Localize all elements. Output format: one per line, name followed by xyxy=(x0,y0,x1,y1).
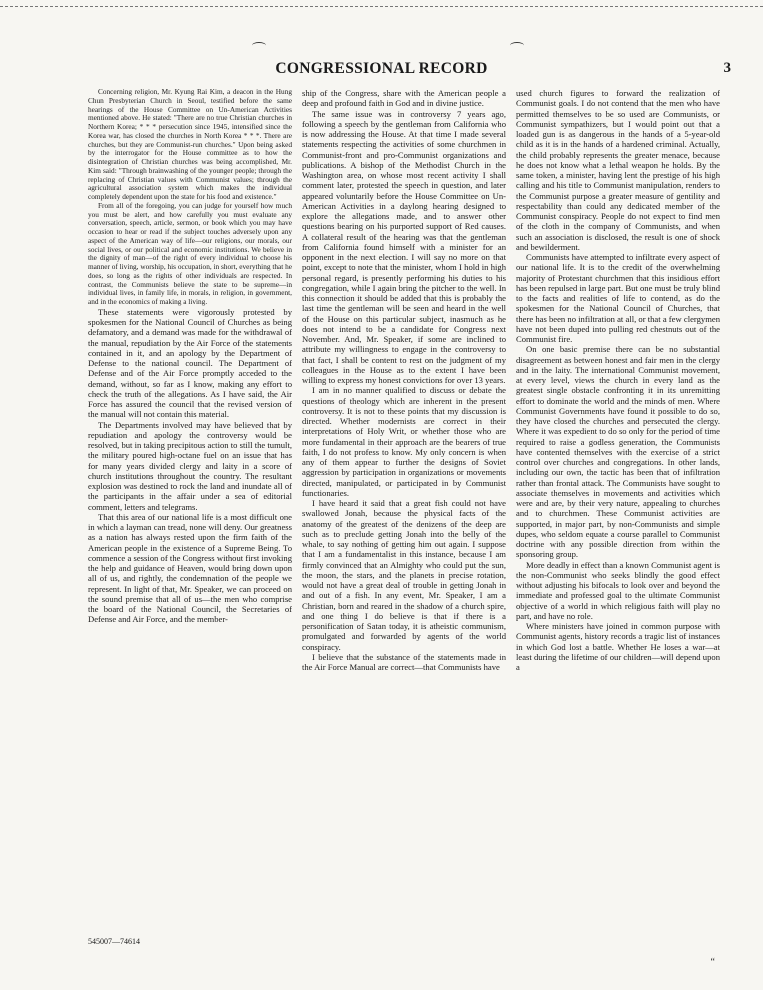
body-paragraph: Where ministers have joined in common purpose with Communist agents, history records a tragic list of instances in which God lost a battle. Whether He loses a war—at least during the lifetime of our children—will depend upon a xyxy=(516,621,720,672)
quoted-paragraph: From all of the foregoing, you can judge for yourself how much you must be alert, and how carefully you must evaluate any conversation, speech, article, sermon, or book which you may have occasion to hear or read if the subject touches adversely upon any aspect of the American way of life—our religions, our morals, our social lives, or our political and economic institutions. We believe in the dignity of man—of the right of every individual to choose his manner of living, worship, his occupation, in short, everything that he does, so long as the rights of other individuals are respected. In contrast, the Communists believe the state to be supreme—in individual lives, in family life, in morals, in religion, in government, and in the economics of making a living. xyxy=(88,200,292,306)
print-code: 545007—74614 xyxy=(88,937,140,946)
page-number: 3 xyxy=(723,60,731,76)
quoted-paragraph: Concerning religion, Mr. Kyung Rai Kim, a deacon in the Hung Chun Presbyterian Church in Seoul, testified before the same hearings of the House Committee on Un-American Activities mentioned above. He stated: "There are no true Christian churches in Northern Korea; * * * persecution since 1945, intensified since the Korea war, has closed the churches in North Korea * * *. There are churches, but they are Communist-run churches." Upon being asked by the interrogator for the House committee as to how the disintegration of Christian churches was being accomplished, Mr. Kim said: "Through brainwashing of the younger people; through the replacing of Christian values with Communist values; through the agricultural association system which makes the individual completely dependent upon the state for his food and existence." xyxy=(88,88,292,201)
body-paragraph: The same issue was in controversy 7 years ago, following a speech by the gentleman from California who is now addressing the House. At that time I made several statements respecting the activities of some churchmen in Communist-front and pro-Communist organizations and publications. A bishop of the Methodist Church in the Washington area, on whose most recent activity I shall comment later, protested the speech in question, and later appeared voluntarily before the House Committee on Un-American Activities in a daylong hearing designed to explore the allegations made, and to answer other questions bearing on his purported support of Red causes. A collateral result of the hearing was that the gentleman from California found himself with a minister for an opponent in the next election. I will say no more on that point, except to note that the minister, whom I hold in high personal regard, is presently performing his duties to his congregation, while I again bring the pitcher to the well. In this connection it should be added that this is probably the last time the gentleman will be seen and heard in the well of the House on this particular subject, inasmuch as he does not intend to be a candidate for Congress next November. And, Mr. Speaker, if some are inclined to attribute my willingness to engage in the controversy to that fact, I shall be content to rest on the judgment of my colleagues in the House as to the extent I have been willing to express my honest convictions for over 13 years. xyxy=(302,108,506,385)
binding-mark-left xyxy=(252,42,266,49)
page-title: CONGRESSIONAL RECORD xyxy=(275,60,488,77)
body-paragraph: I have heard it said that a great fish could not have swallowed Jonah, because the physical facts of the anatomy of the greatest of the denizens of the deep are such as to preclude getting Jonah into the belly of the whale, to say nothing of getting him out again. I suppose that I am a fundamentalist in this instance, because I am firmly convinced that an Almighty who could put the sun, the moon, the stars, and the planets in precise rotation, would not have a great deal of trouble in getting Jonah in and out of a fish. In any event, Mr. Speaker, I am a Christian, born and reared in the shadow of a church spire, and one thing I do believe is that if there is a personification of Satan today, it is atheistic communism, promulgated and forwarded by agents of the world conspiracy. xyxy=(302,498,506,652)
body-paragraph: ship of the Congress, share with the American people a deep and profound faith in God and in divine justice. xyxy=(302,88,506,109)
body-paragraph: Communists have attempted to infiltrate every aspect of our national life. It is to the credit of the overwhelming majority of Protestant churchmen that this insidious effort has been repulsed in large part. But one must be truly blind to the facts and realities of life to contend, as do the spokesmen for the National Council of Churches, that there has been no infiltration at all, or that a few clergymen have not been duped into pulling red chestnuts out of the Communist fire. xyxy=(516,252,720,344)
text-column-1 xyxy=(88,88,292,960)
page-top-border xyxy=(0,6,763,7)
text-column-2 xyxy=(302,88,506,960)
body-paragraph: On one basic premise there can be no substantial disagreement as between honest and fair men in the clergy and in the laity. The international Communist movement, at every level, views the church in every land as the greatest single obstacle confronting it in its unremitting effort to dominate the world and the minds of men. Where Communist Governments have found it possible to do so, they have closed the churches and persecuted the clergy. Where it was expedient to do so only for the period of time required to raise a godless generation, the Communists have contented themselves with the exercise of a strict control over churches and congregations. In other lands, including our own, the tactic has been that of infiltration rather than frontal attack. The Communists have sought to associate themselves in movements and activities which were and are, by their very nature, appealing to churches and to churchmen. These Communist activities are supported, in major part, by non-Communists and simple dupes, who seldom equate a course parallel to Communist doctrine with any possible direction from within the sponsoring group. xyxy=(516,344,720,560)
corner-mark: “ xyxy=(710,957,715,968)
body-paragraph: These statements were vigorously protested by spokesmen for the National Council of Churches as being defamatory, and a demand was made for the withdrawal of the manual, repudiation by the Air Force of the statements contained in it, and an apology by the Department of Defense to the national council. The Department of Defense and of the Air Force promptly acceded to the demand, without, so far as I know, making any effort to check the truth of the allegations. As I have said, the Air Force has assured the council that the revised version of the manual will not contain this material. xyxy=(88,306,292,420)
body-paragraph: That this area of our national life is a most difficult one in which a layman can tread, none will deny. Our greatness as a nation has always rested upon the firm faith of the American people in the existence of a Supreme Being. To commence a session of the Congress without first invoking the help and guidance of Heaven, would bring down upon all of us, and rightly, the condemnation of the people we represent. In light of that, Mr. Speaker, we can proceed on the sound premise that all of us—the men who comprise the board of the National Council, the Secretaries of Defense and Air Force, and the member- xyxy=(88,511,292,625)
body-paragraph: The Departments involved may have believed that by repudiation and apology the controversy would be resolved, but in taking precipitous action to still the tumult, the military poured high-octane fuel on an issue that has for many years divided clergy and laity in a score of church institutions throughout the country. The resultant explosion was destined to rock the land and inundate all of the participants in the affair under a sea of editorial comment, letters and telegrams. xyxy=(88,419,292,512)
binding-mark-right xyxy=(510,42,524,49)
body-paragraph: More deadly in effect than a known Communist agent is the non-Communist who seeks blindly the good effect without adjusting his bifocals to look over and beyond the immediate and professed goal to the ultimate Communist objective of a world in which religious faith will play no part, and have no role. xyxy=(516,559,720,621)
body-paragraph: I believe that the substance of the statements made in the Air Force Manual are correct—that Communists have xyxy=(302,651,506,672)
body-paragraph: I am in no manner qualified to discuss or debate the questions of theology which are inherent in the present controversy. It is not to these points that my discussion is directed. Whether modernists are correct in their interpretations of Holy Writ, or whether those who are more fundamental in their approach are the bearers of true faith, I do not profess to know. My only concern is when any of them appear to further the designs of Soviet aggression by participation in organizations or movements directed, manipulated, or participated in by Communist functionaries. xyxy=(302,385,506,498)
body-paragraph: used church figures to forward the realization of Communist goals. I do not contend that the men who have permitted themselves to be so used are Communists, or Communist sympathizers, but I would point out that a loaded gun is as dangerous in the hands of a 5-year-old child as it is in the hands of a hardened criminal. Actually, the child probably represents the greater menace, because he does not know what a lethal weapon he holds. By the same token, a minister, having lent the prestige of his high calling and his title to Communist manipulation, renders to the Communist purpose a greater measure of gentility and respectability than could any dedicated member of the Communist conspiracy. People do not expect to find men of the cloth in the company of Communists, and when such an association is disclosed, the result is one of shock and bewilderment. xyxy=(516,88,720,252)
text-column-3 xyxy=(516,88,720,960)
